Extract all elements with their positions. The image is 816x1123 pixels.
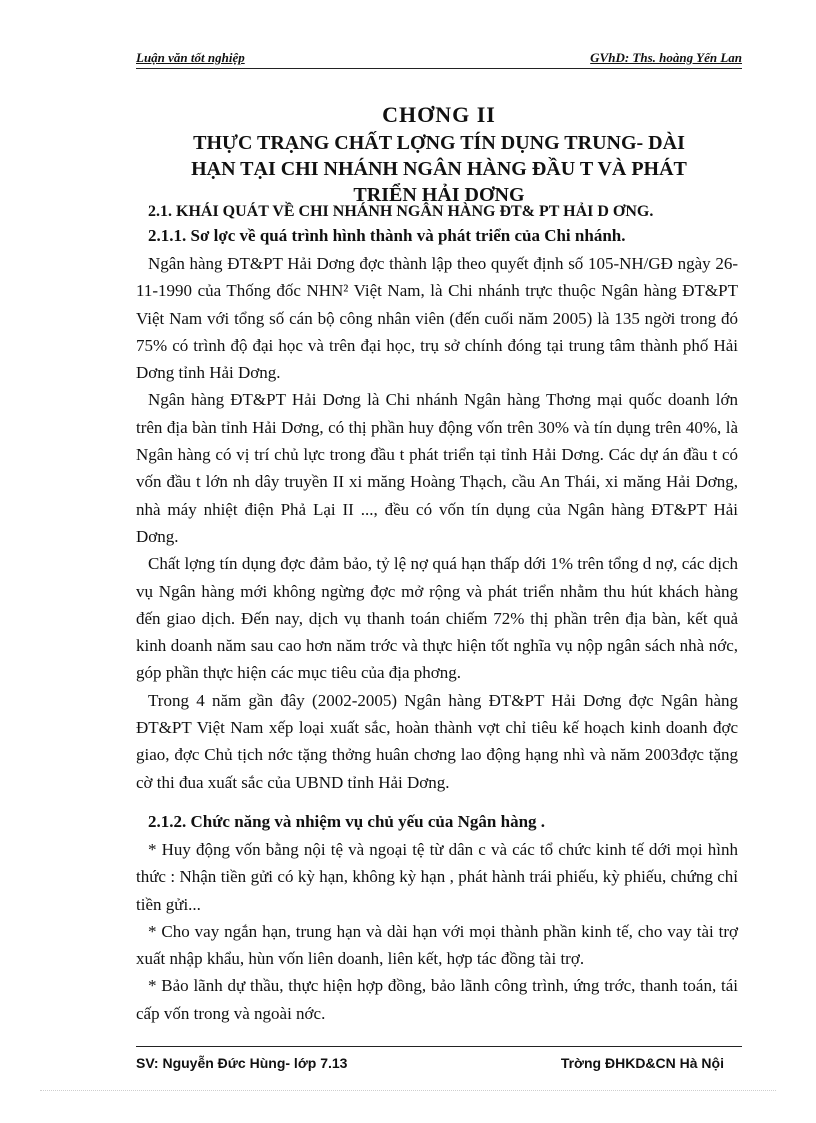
subsection-body <box>136 836 738 1027</box>
page-footer <box>136 1046 742 1071</box>
footer-student: SV: Nguyễn Đức Hùng- lớp 7.13 <box>136 1055 348 1071</box>
list-paragraph: * Cho vay ngắn hạn, trung hạn và dài hạn với mọi thành phần kinh tế, cho vay tài trợ xuất nhập khẩu, hùn vốn liên doanh, liên kết, hợp tác đồng tài trợ. <box>136 921 738 969</box>
footer-school: Trờng ĐHKD&CN Hà Nội <box>560 1055 724 1071</box>
subsection-body <box>136 250 738 796</box>
header-thesis-label: Luận văn tốt nghiệp <box>136 50 245 65</box>
page-bottom-divider <box>40 1090 776 1091</box>
paragraph: Chất lợng tín dụng đợc đảm bảo, tỷ lệ nợ quá hạn thấp dới 1% trên tổng d nợ, các dịch vụ Ngân hàng mới không ngừng đợc mở rộng và phát triển nhằm thu hút khách hàng đến giao dịch. Đến nay, dịch vụ thanh toán chiếm 72% thị phần trên địa bàn, kết quả kinh doanh năm sau cao hơn năm trớc và thực hiện tốt nghĩa vụ nộp ngân sách nhà nớc, góp phần thực hiện các mục tiêu của địa phơng. <box>136 554 738 683</box>
header-supervisor: GVhD: Ths. hoàng Yến Lan <box>590 50 742 65</box>
subsection-heading: 2.1.2. Chức năng và nhiệm vụ chủ yếu của Ngân hàng . <box>148 812 546 831</box>
chapter-title-line: TRIỂN HẢI DƠNG <box>353 184 525 206</box>
paragraph: Ngân hàng ĐT&PT Hải Dơng là Chi nhánh Ngân hàng Thơng mại quốc doanh lớn trên địa bàn tỉnh Hải Dơng, có thị phần huy động vốn trên 30% và tín dụng trên 40%, là Ngân hàng có vị trí chủ lực trong đầu t phát triển tại tỉnh Hải Dơng. Các dự án đầu t có vốn đầu t lớn nh dây truyền II xi măng Hoàng Thạch, cầu An Thái, xi măng Hải Dơng, nhà máy nhiệt điện Phả Lại II ..., đều có vốn tín dụng của Ngân hàng ĐT&PT Hải Dơng. <box>136 390 738 546</box>
paragraph: Trong 4 năm gần đây (2002-2005) Ngân hàng ĐT&PT Hải Dơng đợc Ngân hàng ĐT&PT Việt Nam xếp loại xuất sắc, hoàn thành vợt chỉ tiêu kế hoạch kinh doanh đợc giao, đợc Chủ tịch nớc tặng thởng huân chơng lao động hạng nhì và năm 2003đợc tặng cờ thi đua xuất sắc của UBND tỉnh Hải Dơng. <box>136 690 738 792</box>
list-paragraph: * Bảo lãnh dự thầu, thực hiện hợp đồng, bảo lãnh công trình, ứng trớc, thanh toán, tái cấp vốn trong và ngoài nớc. <box>136 976 738 1023</box>
paragraph: Ngân hàng ĐT&PT Hải Dơng đợc thành lập theo quyết định số 105-NH/GĐ ngày 26-11-1990 của Thống đốc NHN² Việt Nam, là Chi nhánh trực thuộc Ngân hàng ĐT&PT Việt Nam với tổng số cán bộ công nhân viên (đến cuối năm 2005) là 135 ngời trong đó 75% có trình độ đại học và trên đại học, trụ sở chính đóng tại trung tâm thành phố Hải Dơng tỉnh Hải Dơng. <box>136 254 738 383</box>
chapter-title <box>136 130 742 208</box>
list-paragraph: * Huy động vốn bằng nội tệ và ngoại tệ từ dân c và các tổ chức kinh tế dới mọi hình thức : Nhận tiền gửi có kỳ hạn, không kỳ hạn , phát hành trái phiếu, kỳ phiếu, chứng chỉ tiền gửi... <box>136 840 738 914</box>
chapter-number: CHƠNG II <box>382 102 496 127</box>
section-heading: 2.1. KHÁI QUÁT VỀ CHI NHÁNH NGÂN HÀNG ĐT& PT HẢI D ƠNG. <box>148 203 654 220</box>
page-header <box>136 50 742 69</box>
subsection-heading: 2.1.1. Sơ lợc về quá trình hình thành và phát triển của Chi nhánh. <box>148 226 626 245</box>
chapter-title-line: THỰC TRẠNG CHẤT LỢNG TÍN DỤNG TRUNG- DÀI <box>193 132 685 154</box>
chapter-title-line: HẠN TẠI CHI NHÁNH NGÂN HÀNG ĐẦU T VÀ PHÁT <box>191 158 687 180</box>
